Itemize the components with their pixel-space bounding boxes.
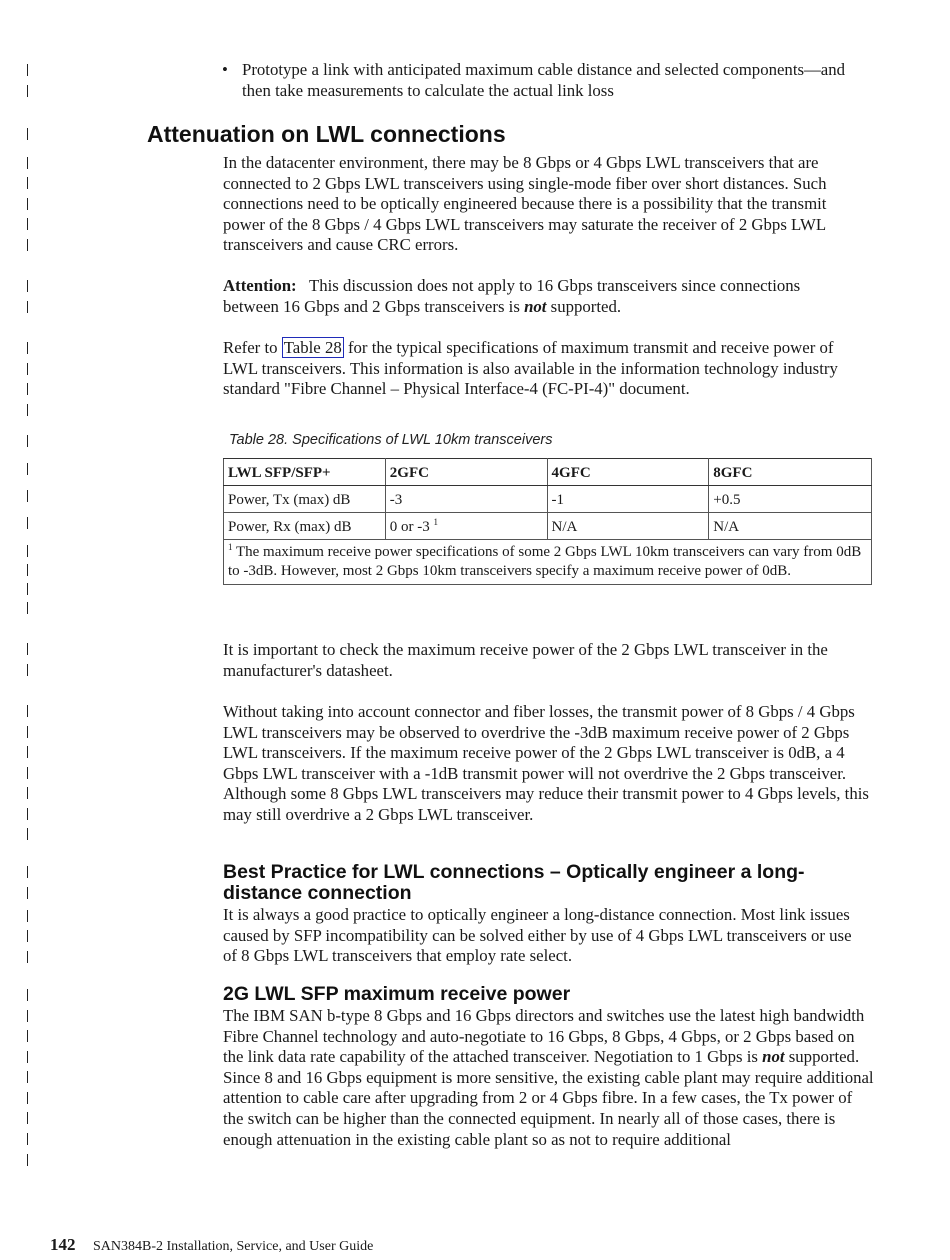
sfp-text-pre: The IBM SAN b-type 8 Gbps and 16 Gbps directors and switches use the latest high bandwidth Fibre Channel technology and auto-negotiate to 16 Gbps, 8 Gbps, 4 Gbps, or 2 Gbps based on the link data rate capability of the attached transceiver. Negotiation to 1 Gbps is [223, 1006, 865, 1067]
table-cell: N/A [709, 513, 872, 540]
table-header-row [224, 459, 872, 486]
table-caption: Table 28. Specifications of LWL 10km transceivers [229, 432, 553, 448]
table-cell: -3 [385, 486, 547, 513]
change-bar [27, 198, 28, 210]
table-cell: Power, Rx (max) dB [224, 513, 386, 540]
change-bar [27, 664, 28, 676]
change-bar [27, 1112, 28, 1124]
footnote-ref: 1 [433, 516, 439, 527]
change-bar [27, 1051, 28, 1063]
change-bar [27, 435, 28, 447]
intro-paragraph: In the datacenter environment, there may be 8 Gbps or 4 Gbps LWL transceivers that are connected to 2 Gbps LWL transceivers using single-mode fiber over short distances. Such connections need to be optically engineered because there is a possibility that the transmit power of the 8 Gbps / 4 Gbps LWL transceivers may saturate the receiver of 2 Gbps LWL transceivers and cause CRC errors. [223, 153, 827, 255]
change-bar [27, 301, 28, 313]
spec-table [223, 458, 872, 585]
change-bar [27, 218, 28, 230]
change-bar [27, 583, 28, 595]
change-bar [27, 767, 28, 779]
table-row [224, 486, 872, 513]
change-bar [27, 517, 28, 529]
change-bar [27, 463, 28, 475]
change-bar [27, 1092, 28, 1104]
refer-prefix: Refer to [223, 338, 278, 357]
table-header-cell: 8GFC [709, 459, 872, 486]
change-bar [27, 545, 28, 557]
table-header-cell: LWL SFP/SFP+ [224, 459, 386, 486]
change-bar [27, 866, 28, 878]
sfp-power-heading: 2G LWL SFP maximum receive power [223, 983, 571, 1005]
table-header-cell: 4GFC [547, 459, 709, 486]
table-footnote [224, 540, 872, 585]
table-row [224, 513, 872, 540]
table-header-cell: 2GFC [385, 459, 547, 486]
change-bar [27, 1010, 28, 1022]
change-bar [27, 1071, 28, 1083]
change-bar [27, 930, 28, 942]
bullet-dot-icon: • [222, 60, 228, 79]
change-bar [27, 564, 28, 576]
change-bar [27, 342, 28, 354]
table-cell: -1 [547, 486, 709, 513]
change-bar [27, 1030, 28, 1042]
change-bar [27, 239, 28, 251]
check-paragraph: It is important to check the maximum receive power of the 2 Gbps LWL transceiver in the manufacturer's datasheet. [223, 640, 828, 680]
sfp-text-post: supported. Since 8 and 16 Gbps equipment is more sensitive, the existing cable plant may require additional attention to cable care after upgrading from 2 or 4 Gbps fibre. In a few cases, the Tx power of the switch can be higher than the connected equipment. In nearly all of those cases, there is enough attenuation in the existing cable plant so as not to require additional [223, 1047, 874, 1149]
section-heading: Attenuation on LWL connections [147, 121, 506, 147]
document-title: SAN384B-2 Installation, Service, and User Guide [93, 1239, 374, 1254]
change-bar [27, 602, 28, 614]
overdrive-paragraph: Without taking into account connector and fiber losses, the transmit power of 8 Gbps / 4 Gbps LWL transceivers may be observed to overdrive the -3dB maximum receive power of 2 Gbps LWL transceivers. If the maximum receive power of the 2 Gbps LWL transceiver is 0dB, a 4 Gbps LWL transceiver with a -1dB transmit power will not overdrive the 2 Gbps transceiver. Although some 8 Gbps LWL transceivers may reduce their transmit power to 4 Gbps levels, this may still overdrive a 2 Gbps LWL transceiver. [223, 702, 869, 824]
change-bar [27, 85, 28, 97]
change-bar [27, 951, 28, 963]
change-bar [27, 64, 28, 76]
attention-emphasis: not [524, 296, 547, 316]
change-bar [27, 157, 28, 169]
change-bar [27, 910, 28, 922]
table-cell: +0.5 [709, 486, 872, 513]
attention-text: This discussion does not apply to 16 Gbps transceivers since connections between 16 Gbps and 2 Gbps transceivers is [223, 276, 801, 316]
change-bar [27, 490, 28, 502]
change-bar [27, 787, 28, 799]
page-number: 142 [50, 1235, 76, 1254]
table-cell: N/A [547, 513, 709, 540]
bullet-item [222, 60, 862, 101]
change-bar [27, 128, 28, 140]
change-bar [27, 887, 28, 899]
footnote-text: The maximum receive power specifications of some 2 Gbps LWL 10km transceivers can vary from 0dB to -3dB. However, most 2 Gbps 10km transceivers specify a maximum receive power of 0dB. [228, 544, 862, 579]
sfp-power-paragraph [223, 1006, 875, 1150]
change-bar [27, 280, 28, 292]
bullet-text: Prototype a link with anticipated maximum cable distance and selected components—and then take measurements to calculate the actual link loss [242, 60, 846, 100]
table-cell: Power, Tx (max) dB [224, 486, 386, 513]
refer-suffix: for the typical specifications of maximum transmit and receive power of LWL transceivers. This information is also available in the information technology industry standard "Fibre Channel – Physical Interface-4 (FC-PI-4)" document. [223, 338, 838, 399]
change-bar [27, 177, 28, 189]
sfp-text-emphasis: not [762, 1047, 785, 1067]
table-cell [385, 513, 547, 540]
footnote-mark: 1 [228, 542, 233, 552]
refer-paragraph [223, 338, 853, 400]
attention-label: Attention: [223, 276, 297, 295]
change-bar [27, 1154, 28, 1166]
table-cell-value: 0 or -3 [389, 518, 430, 535]
change-bar [27, 1133, 28, 1145]
change-bar [27, 363, 28, 375]
change-bar [27, 383, 28, 395]
table-28-link[interactable]: Table 28 [283, 338, 342, 357]
change-bar [27, 404, 28, 416]
attention-end: supported. [550, 296, 622, 316]
change-bar [27, 808, 28, 820]
change-bar [27, 746, 28, 758]
change-bar [27, 705, 28, 717]
attention-note [223, 276, 853, 317]
change-bar [27, 828, 28, 840]
best-practice-heading: Best Practice for LWL connections – Optically engineer a long-distance connection [223, 861, 805, 904]
change-bar [27, 989, 28, 1001]
table-footnote-row [224, 540, 872, 585]
change-bar [27, 643, 28, 655]
best-practice-paragraph: It is always a good practice to optically engineer a long-distance connection. Most link issues caused by SFP incompatibility can be solved either by use of 4 Gbps LWL transceivers or use of 8 Gbps LWL transceivers that employ rate select. [223, 905, 852, 966]
page-footer [50, 1235, 373, 1255]
change-bar [27, 726, 28, 738]
